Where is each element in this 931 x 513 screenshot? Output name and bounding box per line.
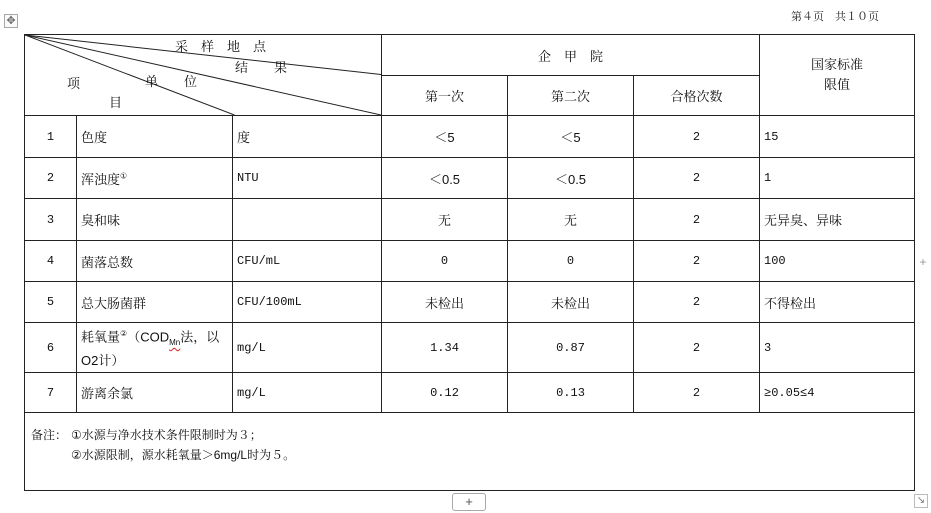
item-name: 游离余氯	[77, 373, 233, 413]
unit-cell: CFU/mL	[233, 241, 382, 282]
unit-cell: 度	[233, 116, 382, 158]
row-number: 2	[25, 158, 77, 199]
pass-count: 2	[634, 323, 760, 373]
group-header: 企 甲 院	[382, 35, 760, 76]
limit-value: ≥0.05≤4	[760, 373, 915, 413]
unit-cell: NTU	[233, 158, 382, 199]
remark-line-1: ①水源与净水技术条件限制时为３；	[71, 428, 262, 442]
remarks-row	[25, 413, 915, 491]
add-column-icon[interactable]: +	[919, 255, 927, 269]
second-header: 第二次	[508, 76, 634, 116]
item-label-a: 项	[67, 76, 81, 91]
table-resize-handle-icon[interactable]: ↘	[914, 494, 928, 508]
item-method: （COD	[127, 329, 170, 345]
footnote-marker: ②	[120, 329, 128, 339]
water-quality-table	[24, 34, 915, 491]
item-name: 色度	[77, 116, 233, 158]
item-label-b: 目	[109, 95, 123, 110]
first-value: 0.12	[382, 373, 508, 413]
first-value: ＜0.5	[382, 158, 508, 199]
limit-value: 无异臭、异味	[760, 199, 915, 241]
row-number: 4	[25, 241, 77, 282]
row-number: 3	[25, 199, 77, 241]
second-value: 无	[508, 199, 634, 241]
unit-cell: CFU/100mL	[233, 282, 382, 323]
table-row	[25, 241, 915, 282]
table-row	[25, 282, 915, 323]
result-label: 结 果	[235, 60, 288, 75]
diagonal-header-cell	[25, 35, 382, 116]
item-name: 耗氧量	[81, 329, 121, 345]
unit-cell: mg/L	[233, 373, 382, 413]
table-row	[25, 158, 915, 199]
pass-count: 2	[634, 373, 760, 413]
footnote-marker: ①	[120, 171, 128, 181]
item-method-subscript: Mn	[169, 337, 181, 347]
second-value: ＜0.5	[508, 158, 634, 199]
remarks-cell	[25, 413, 915, 491]
pass-count: 2	[634, 241, 760, 282]
first-value: 1.34	[382, 323, 508, 373]
remark-line-2: ②水源限制，源水耗氧量＞6mg/L时为５。	[71, 448, 296, 462]
pass-count: 2	[634, 158, 760, 199]
table-row	[25, 199, 915, 241]
unit-label: 单 位	[145, 74, 198, 89]
page-number: 第４页 共１０页	[791, 11, 879, 23]
item-name: 浑浊度	[81, 171, 121, 187]
second-value: 未检出	[508, 282, 634, 323]
limit-value: 100	[760, 241, 915, 282]
table-row	[25, 116, 915, 158]
sampling-location-label: 采 样 地 点	[175, 39, 267, 54]
second-value: 0.87	[508, 323, 634, 373]
item-name: 总大肠菌群	[77, 282, 233, 323]
item-name-cell	[77, 158, 233, 199]
second-value: ＜5	[508, 116, 634, 158]
pass-count: 2	[634, 282, 760, 323]
item-name-cell	[77, 323, 233, 373]
first-header: 第一次	[382, 76, 508, 116]
limit-value: 3	[760, 323, 915, 373]
table-move-handle-icon[interactable]: ✥	[4, 14, 18, 28]
item-method-tail: 法，以O2计）	[81, 329, 220, 368]
remarks-label: 备注：	[31, 428, 68, 442]
limit-value: 15	[760, 116, 915, 158]
table-row	[25, 323, 915, 373]
limit-value: 1	[760, 158, 915, 199]
second-value: 0.13	[508, 373, 634, 413]
first-value: 未检出	[382, 282, 508, 323]
unit-cell	[233, 199, 382, 241]
add-row-button[interactable]: +	[452, 493, 486, 511]
second-value: 0	[508, 241, 634, 282]
unit-cell: mg/L	[233, 323, 382, 373]
first-value: ＜5	[382, 116, 508, 158]
first-value: 0	[382, 241, 508, 282]
pass-count-header: 合格次数	[634, 76, 760, 116]
item-name: 菌落总数	[77, 241, 233, 282]
item-name: 臭和味	[77, 199, 233, 241]
pass-count: 2	[634, 116, 760, 158]
first-value: 无	[382, 199, 508, 241]
row-number: 6	[25, 323, 77, 373]
row-number: 1	[25, 116, 77, 158]
standard-header: 国家标准 限值	[760, 35, 915, 116]
row-number: 7	[25, 373, 77, 413]
table-row	[25, 373, 915, 413]
pass-count: 2	[634, 199, 760, 241]
row-number: 5	[25, 282, 77, 323]
limit-value: 不得检出	[760, 282, 915, 323]
